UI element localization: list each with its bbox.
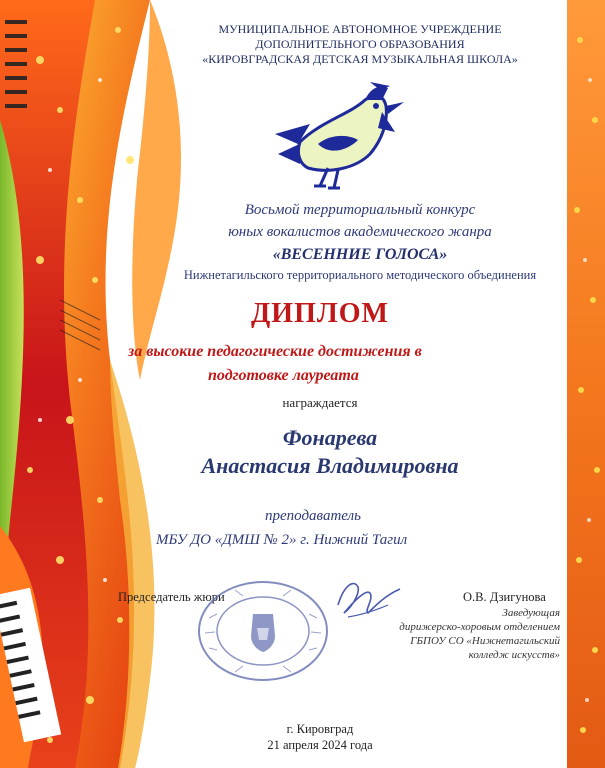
footer-city: г. Кировград bbox=[286, 722, 354, 736]
diploma-title: ДИПЛОМ bbox=[251, 298, 389, 329]
contest-line-2: юных вокалистов академического жанра bbox=[228, 224, 492, 240]
chair-title-3: ГБПОУ СО «Нижнетагильский bbox=[410, 635, 560, 647]
recipient-position: преподаватель bbox=[265, 508, 361, 524]
awarded-label: награждается bbox=[282, 395, 358, 410]
recipient-school: МБУ ДО «ДМШ № 2» г. Нижний Тагил bbox=[156, 532, 408, 548]
award-reason-line-1: за высокие педагогические достижения в bbox=[128, 343, 422, 360]
chair-name: О.В. Дзигунова bbox=[463, 590, 546, 604]
recipient-given-name: Анастасия Владимировна bbox=[201, 453, 459, 478]
recipient-surname: Фонарева bbox=[282, 425, 378, 450]
chair-title-2: дирижерско-хоровым отделением bbox=[399, 621, 560, 633]
contest-name: «ВЕСЕННИЕ ГОЛОСА» bbox=[272, 246, 448, 263]
institution-line-1: МУНИЦИПАЛЬНОЕ АВТОНОМНОЕ УЧРЕЖДЕНИЕ bbox=[218, 22, 502, 36]
chair-label: Председатель жюри bbox=[118, 590, 225, 604]
contest-line-1: Восьмой территориальный конкурс bbox=[244, 202, 476, 218]
chair-title-1: Заведующая bbox=[502, 607, 560, 619]
footer-date: 21 апреля 2024 года bbox=[267, 738, 373, 752]
institution-line-2: ДОПОЛНИТЕЛЬНОГО ОБРАЗОВАНИЯ bbox=[255, 37, 465, 51]
institution-line-3: «КИРОВГРАДСКАЯ ДЕТСКАЯ МУЗЫКАЛЬНАЯ ШКОЛА» bbox=[202, 52, 518, 66]
chair-title-4: колледж искусств» bbox=[468, 649, 560, 661]
seal-stamp bbox=[195, 578, 331, 684]
bird-icon bbox=[270, 82, 405, 194]
award-reason-line-2: подготовке лауреата bbox=[208, 367, 359, 384]
contest-organizer: Нижнетагильского территориального методического объединения bbox=[183, 268, 537, 282]
